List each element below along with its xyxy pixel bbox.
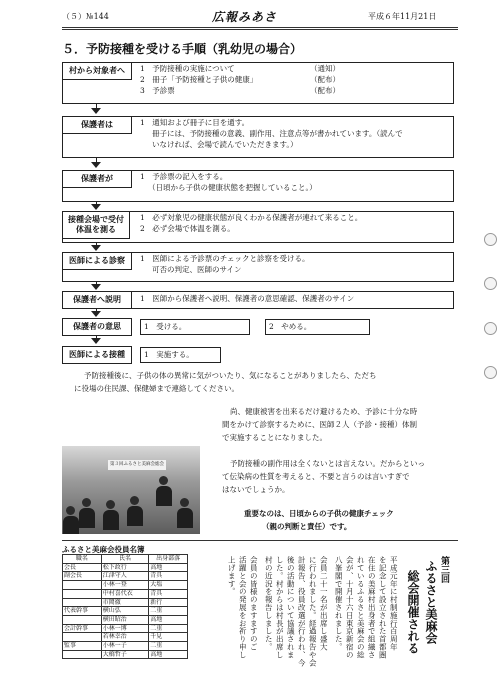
roster-village: 高地 <box>149 563 188 572</box>
page-number: （５）№144 <box>62 12 109 21</box>
step2-line-2: 冊子には、予防接種の意義、副作用、注意点等が書かれています。（読んで <box>152 129 403 138</box>
roster-role <box>63 589 102 598</box>
flow-arrow-4 <box>91 245 101 251</box>
right-p2-line-2: て伝染病の性質を考えると、不要と言うのは言いすぎで <box>222 472 410 481</box>
roster-name: 横山弘 <box>101 607 148 616</box>
roster-village: 青具 <box>149 589 188 598</box>
meeting-photo <box>62 446 200 534</box>
photo-person-head <box>66 506 75 515</box>
step-label-2: 保護者は <box>62 116 132 134</box>
step1-item-2: 2 冊子「予防接種と子供の健康」 <box>140 75 258 84</box>
step1-item-1-note: （通知） <box>310 64 340 73</box>
binder-hole <box>484 322 497 335</box>
flow-arrow-5 <box>91 284 101 290</box>
table-row <box>63 563 188 572</box>
step-label-7: 保護者の意思 <box>62 318 132 336</box>
issue-date: 平成６年11月21日 <box>368 12 437 21</box>
table-row <box>63 633 188 642</box>
article-column: 村の近況を報告しました。 <box>264 556 274 651</box>
step1-item-3: 3 予診票 <box>140 86 175 95</box>
roster-role: 会長 <box>63 563 102 572</box>
article-column: 後の活動について協議されま <box>286 556 296 659</box>
article-column: れているふるさと美麻会の総 <box>356 556 366 659</box>
article-column: 在住の美麻村出身者で組織さ <box>367 556 377 659</box>
roster-header-cell: 氏名 <box>101 555 148 564</box>
article-column: 上げます。 <box>227 556 237 596</box>
roster-role: 代表幹事 <box>63 607 102 616</box>
article-column: 活躍と会の発展をお祈り申し <box>238 556 248 659</box>
table-row <box>63 607 188 616</box>
section-title: ５．予防接種を受ける手順（乳幼児の場合） <box>62 42 303 56</box>
step3-line-2: （日頃から子供の健康状態を把握していること。） <box>148 183 317 192</box>
roster-role: 監事 <box>63 642 102 651</box>
after-note-line-2: に役場の住民課、保健婦まで連絡してください。 <box>74 384 239 393</box>
right-p1-line-1: 尚、健康被害を出来るだけ避けるため、予診に十分な時 <box>230 407 418 416</box>
page-header <box>0 8 500 26</box>
roster-name: 横田昭治 <box>101 615 148 624</box>
step5-line-2: 可否の判定、医師のサイン <box>152 265 242 274</box>
roster-name: 市岡徹 <box>101 598 148 607</box>
roster-role <box>63 650 102 659</box>
step-label-6: 保護者へ説明 <box>62 291 132 309</box>
step4-line-2: 2 必ず会場で体温を測る。 <box>140 224 235 233</box>
roster-village: 二重 <box>149 624 188 633</box>
roster-name: 小林一子 <box>101 642 148 651</box>
photo-person-head <box>106 500 115 509</box>
flow-arrow-1 <box>91 108 101 114</box>
step-label-5: 医師による診察 <box>62 252 132 270</box>
roster-village: 千見 <box>149 633 188 642</box>
step6-line-1: 1 医師から保護者へ説明、保護者の意思確認、保護者のサイン <box>140 294 355 303</box>
table-row <box>63 589 188 598</box>
flow-arrow-7 <box>91 338 101 344</box>
article-column: 会員の皆様のますますのご <box>249 556 259 651</box>
roster-name: 大橋哲子 <box>101 650 148 659</box>
roster-village: 青具 <box>149 572 188 581</box>
roster-role <box>63 598 102 607</box>
roster-village: 大塩 <box>149 581 188 590</box>
emphasis-line-2: （親の判断と責任）です。 <box>262 522 352 531</box>
binder-hole <box>484 366 497 379</box>
roster-name: 若林幸治 <box>101 633 148 642</box>
article-column: 会が、十月十六日東京新宿の <box>345 556 355 659</box>
roster-role: 副会長 <box>63 572 102 581</box>
step2-line-1: 1 通知および冊子に目を通す。 <box>140 118 250 127</box>
roster-title: ふるさと美麻会役員名簿 <box>62 545 145 554</box>
photo-person-head <box>159 476 168 485</box>
flow-arrow-3 <box>91 204 101 210</box>
article-column: を記念して設立された首都圏 <box>378 556 388 659</box>
article-column: した。村からは村長が出席し <box>275 556 285 659</box>
roster-village: 高地 <box>149 615 188 624</box>
article-headline-3: 総会開催される <box>406 570 420 654</box>
photo-person-head <box>130 496 139 505</box>
table-row <box>63 598 188 607</box>
table-row <box>63 624 188 633</box>
roster-role <box>63 633 102 642</box>
roster-header-row <box>63 555 188 564</box>
header-rule <box>62 27 458 28</box>
article-column: 計報告、役員改選が行われ、今 <box>297 556 307 667</box>
roster-role: 会計幹事 <box>63 624 102 633</box>
step1-item-2-note: （配布） <box>310 75 340 84</box>
right-p2-line-3: はないでしょうか。 <box>222 485 290 494</box>
step-label-3: 保護者が <box>62 170 132 188</box>
photo-person-body <box>127 506 143 526</box>
right-p1-line-2: 間をかけて診察するために、医師２人（予診・接種）体制 <box>222 420 417 429</box>
photo-person-body <box>79 508 95 528</box>
option-accept: 1 受ける。 <box>140 319 250 335</box>
step1-item-3-note: （配布） <box>310 86 340 95</box>
photo-person-body <box>103 510 119 530</box>
roster-name: 中村喜代衣 <box>101 589 148 598</box>
article-column: に行われました。経過報告や会 <box>308 556 318 667</box>
flow-arrow-2 <box>91 162 101 168</box>
photo-person-body <box>177 508 193 528</box>
roster-village: 二重 <box>149 642 188 651</box>
roster-name: 松下政行 <box>101 563 148 572</box>
table-row <box>63 650 188 659</box>
roster-village: 高地 <box>149 650 188 659</box>
step8-box: 1 実施する。 <box>140 347 221 363</box>
roster-table <box>62 554 188 659</box>
option-decline: 2 やめる。 <box>265 319 370 335</box>
roster-village: 二重 <box>149 607 188 616</box>
photo-person-head <box>180 498 189 507</box>
after-note-line-1: 予防接種後に、子供の体の異常に気がついたり、気になることがありましたら、ただち <box>84 371 377 380</box>
right-p1-line-3: で実施することになりました。 <box>222 433 327 442</box>
article-column: 平成元年に村制施行百周年 <box>389 556 399 651</box>
step2-line-3: いなければ、会場で読んでいただきます。） <box>152 140 298 149</box>
roster-header-cell: 職名 <box>63 555 102 564</box>
article-column: 八峯閣で開催されました。 <box>334 556 344 651</box>
table-row <box>63 642 188 651</box>
table-row <box>63 572 188 581</box>
article-headline-1: 第三回 <box>439 556 449 583</box>
roster-name: 小林一博 <box>101 624 148 633</box>
step5-line-1: 1 医師による予診票のチェックと診察を受ける。 <box>140 254 310 263</box>
table-row <box>63 581 188 590</box>
photo-person-body <box>63 516 79 534</box>
section-divider <box>62 540 458 541</box>
photo-banner: 第３回ふるさと美麻会総会 <box>108 460 166 470</box>
table-row <box>63 615 188 624</box>
roster-role <box>63 615 102 624</box>
right-p2-line-1: 予防接種の副作用は全くないとは言えない。だからといっ <box>230 459 425 468</box>
step-label-4: 接種会場で受付体温を測る <box>62 211 130 239</box>
header-rule-2 <box>62 29 458 30</box>
step-label-1: 村から対象者へ <box>62 62 132 80</box>
step-label-8: 医師による接種 <box>62 346 132 364</box>
flow-arrow-6 <box>91 311 101 317</box>
photo-person-head <box>82 498 91 507</box>
roster-name: 江津守人 <box>101 572 148 581</box>
photo-person-body <box>156 486 172 506</box>
roster-village: 新行 <box>149 598 188 607</box>
step1-item-1: 1 予防接種の実施について <box>140 64 235 73</box>
roster-role <box>63 581 102 590</box>
article-headline-2: ふるさと美麻会 <box>424 560 438 644</box>
roster-name: 小林一登 <box>101 581 148 590</box>
binder-hole <box>484 233 497 246</box>
roster-header-cell: 出身部落 <box>149 555 188 564</box>
binder-hole <box>484 277 497 290</box>
article-column: 会員二十一名が出席し盛大 <box>319 556 329 651</box>
step3-line-1: 1 予診票の記入をする。 <box>140 172 228 181</box>
publication-title: 広報みあさ <box>212 10 278 24</box>
emphasis-line-1: 重要なのは、日頃からの子供の健康チェック <box>244 509 394 518</box>
step4-line-1: 1 必ず対象児の健康状態が良くわかる保護者が連れて来ること。 <box>140 213 363 222</box>
